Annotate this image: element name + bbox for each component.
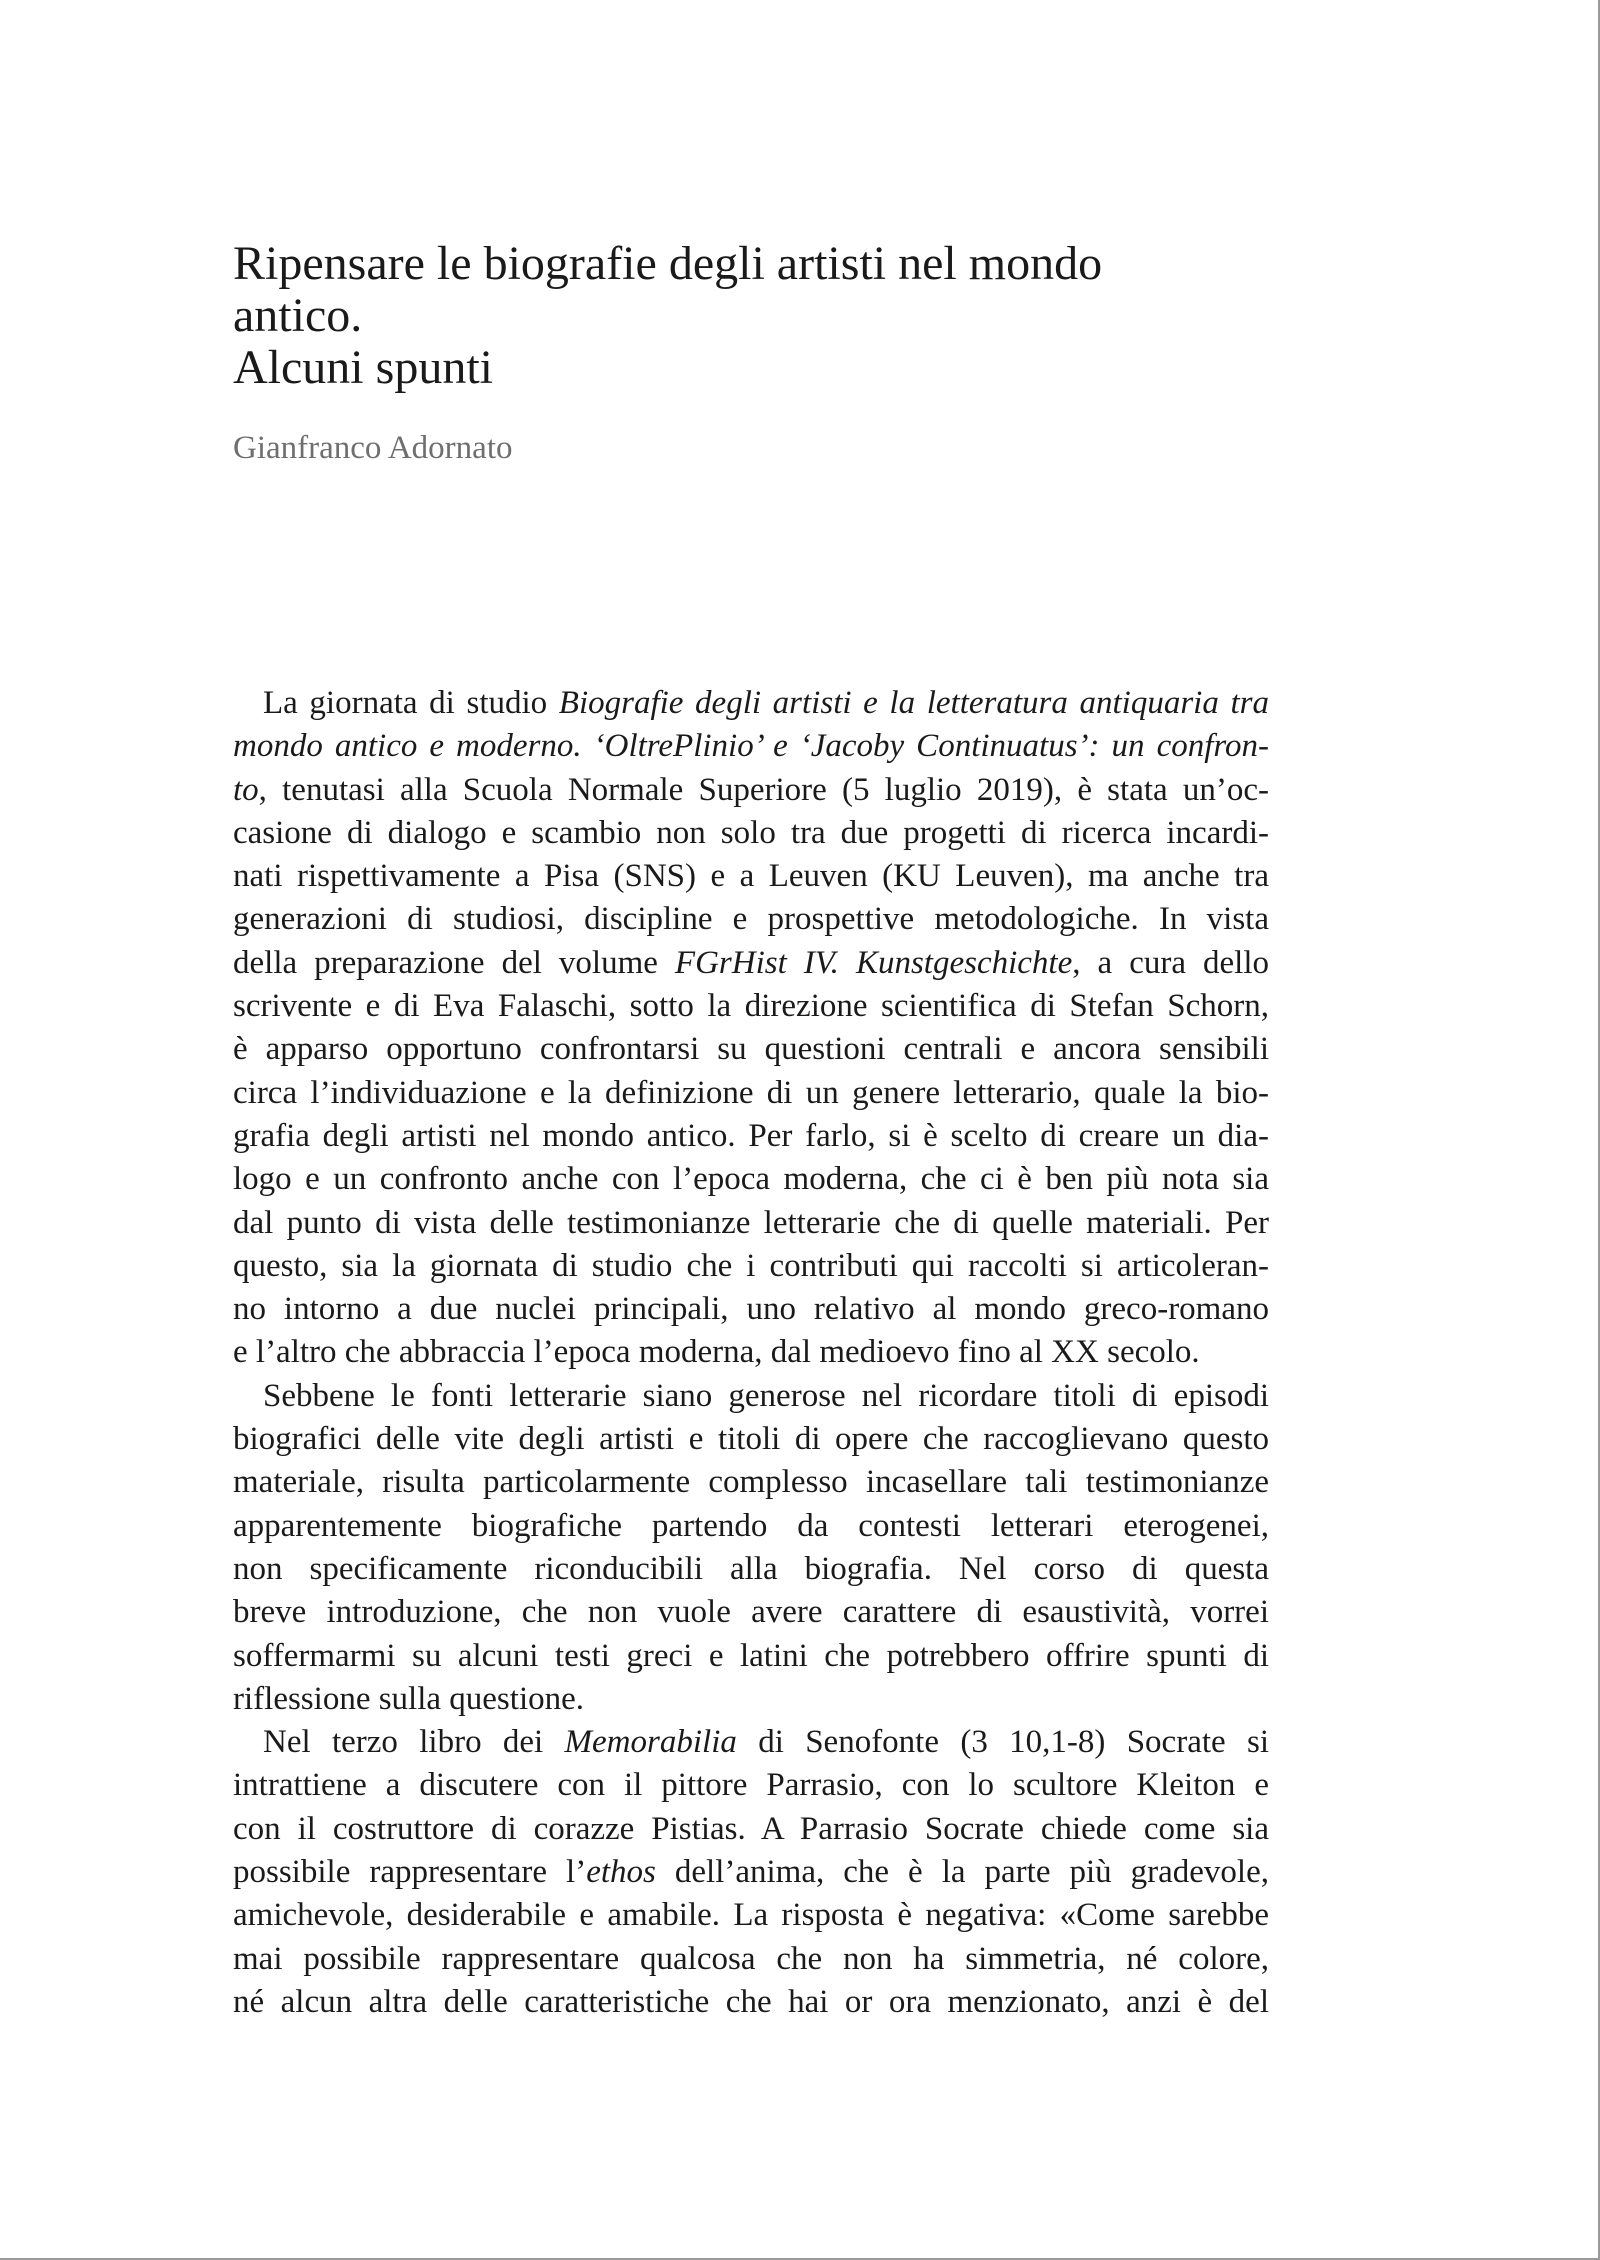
text-span: è apparso opportuno confrontarsi su questioni centrali e ancora sensibili: [233, 1031, 1269, 1068]
text-line: [233, 1678, 1269, 1721]
text-span: scrivente e di Eva Falaschi, sotto la direzione scientifica di Stefan Schorn,: [233, 988, 1269, 1025]
italic-span: mondo antico e moderno. ‘OltrePlinio’ e ‘Jacoby Continuatus’: un confron-: [233, 728, 1269, 765]
paragraph: [233, 1375, 1269, 1721]
text-span: logo e un confronto anche con l’epoca moderna, che ci è ben più nota sia: [233, 1161, 1269, 1198]
text-span: La giornata di studio: [263, 685, 559, 721]
text-line: [233, 855, 1269, 898]
text-line: [233, 1202, 1269, 1245]
text-span: materiale, risulta particolarmente complesso incasellare tali testimonianze: [233, 1464, 1269, 1501]
text-line: [233, 1072, 1269, 1115]
text-span: amichevole, desiderabile e amabile. La risposta è negativa: «Come sarebbe: [233, 1897, 1269, 1934]
text-span: riflessione sulla questione.: [233, 1680, 585, 1717]
author-name: Gianfranco Adornato: [233, 430, 513, 466]
italic-span: FGrHist IV. Kunstgeschichte: [674, 944, 1073, 981]
text-line: [233, 1851, 1269, 1894]
text-span: soffermarmi su alcuni testi greci e latini che potrebbero offrire spunti di: [233, 1637, 1269, 1674]
text-line: [233, 898, 1269, 941]
text-line: [233, 1115, 1269, 1158]
text-span: dell’anima, che è la parte più gradevole,: [655, 1854, 1269, 1891]
text-line: [233, 1981, 1269, 2024]
text-line: [233, 1331, 1269, 1374]
text-line: [233, 1288, 1269, 1331]
text-span: no intorno a due nuclei principali, uno relativo al mondo greco-romano: [233, 1291, 1269, 1328]
italic-span: Biografie degli artisti e la letteratura antiquaria tra: [558, 685, 1269, 721]
text-line: [233, 1721, 1269, 1764]
title-line: Alcuni spunti: [233, 341, 493, 394]
text-span: grafia degli artisti nel mondo antico. Per farlo, si è scelto di creare un dia-: [233, 1117, 1269, 1154]
text-span: Nel terzo libro dei: [263, 1724, 565, 1761]
text-line: [233, 1375, 1269, 1418]
text-span: , a cura dello: [1072, 944, 1269, 981]
text-line: [233, 1028, 1269, 1071]
text-span: questo, sia la giornata di studio che i contributi qui raccolti si articoleran-: [233, 1247, 1269, 1284]
text-line: [233, 1764, 1269, 1807]
text-span: casione di dialogo e scambio non solo tra due progetti di ricerca incardi-: [233, 814, 1269, 851]
text-line: [233, 1938, 1269, 1981]
text-span: dal punto di vista delle testimonianze letterarie che di quelle materiali. Per: [233, 1204, 1269, 1241]
text-span: Sebbene le fonti letterarie siano generose nel ricordare titoli di episodi: [263, 1377, 1269, 1414]
text-line: [233, 1245, 1269, 1288]
text-span: nati rispettivamente a Pisa (SNS) e a Leuven (KU Leuven), ma anche tra: [233, 858, 1269, 895]
text-line: [233, 1591, 1269, 1634]
text-span: , tenutasi alla Scuola Normale Superiore (5 luglio 2019), è stata un’oc-: [258, 771, 1269, 808]
title-line: Ripensare le biografie degli artisti nel mondo: [233, 237, 1103, 290]
text-line: [233, 1548, 1269, 1591]
text-line: [233, 942, 1269, 985]
text-span: con il costruttore di corazze Pistias. A Parrasio Socrate chiede come sia: [233, 1810, 1269, 1847]
paragraph: [233, 1721, 1269, 2024]
text-line: [233, 1894, 1269, 1937]
italic-span: Memorabilia: [564, 1724, 737, 1761]
text-span: possibile rappresentare l’: [233, 1854, 587, 1891]
text-span: mai possibile rappresentare qualcosa che non ha simmetria, né colore,: [233, 1940, 1269, 1977]
text-line: [233, 1418, 1269, 1461]
text-line: [233, 725, 1269, 768]
text-line: [233, 682, 1269, 725]
text-span: breve introduzione, che non vuole avere carattere di esaustività, vorrei: [233, 1594, 1269, 1631]
text-line: [233, 1461, 1269, 1504]
article-title: [233, 238, 1273, 394]
text-line: [233, 769, 1269, 812]
paragraph: [233, 682, 1269, 1375]
text-span: né alcun altra delle caratteristiche che hai or ora menzionato, anzi è del: [233, 1983, 1269, 2020]
text-line: [233, 1505, 1269, 1548]
text-line: [233, 1158, 1269, 1201]
italic-span: ethos: [586, 1854, 656, 1891]
text-span: circa l’individuazione e la definizione di un genere letterario, quale la bio-: [233, 1074, 1269, 1111]
text-span: apparentemente biografiche partendo da contesti letterari eterogenei,: [233, 1507, 1269, 1544]
italic-span: to: [233, 771, 259, 808]
text-span: generazioni di studiosi, discipline e prospettive metodologiche. In vista: [233, 901, 1269, 938]
text-span: biografici delle vite degli artisti e titoli di opere che raccoglievano questo: [233, 1421, 1269, 1458]
text-line: [233, 1808, 1269, 1851]
text-span: non specificamente riconducibili alla biografia. Nel corso di questa: [233, 1550, 1269, 1587]
text-span: della preparazione del volume: [233, 944, 675, 981]
article-body: [233, 682, 1269, 2024]
text-span: intrattiene a discutere con il pittore Parrasio, con lo scultore Kleiton e: [233, 1767, 1269, 1804]
text-span: di Senofonte (3 10,1-8) Socrate si: [736, 1724, 1269, 1761]
text-line: [233, 812, 1269, 855]
text-line: [233, 1635, 1269, 1678]
title-line: antico.: [233, 289, 363, 342]
text-line: [233, 985, 1269, 1028]
text-span: e l’altro che abbraccia l’epoca moderna, dal medioevo fino al XX secolo.: [233, 1334, 1200, 1371]
